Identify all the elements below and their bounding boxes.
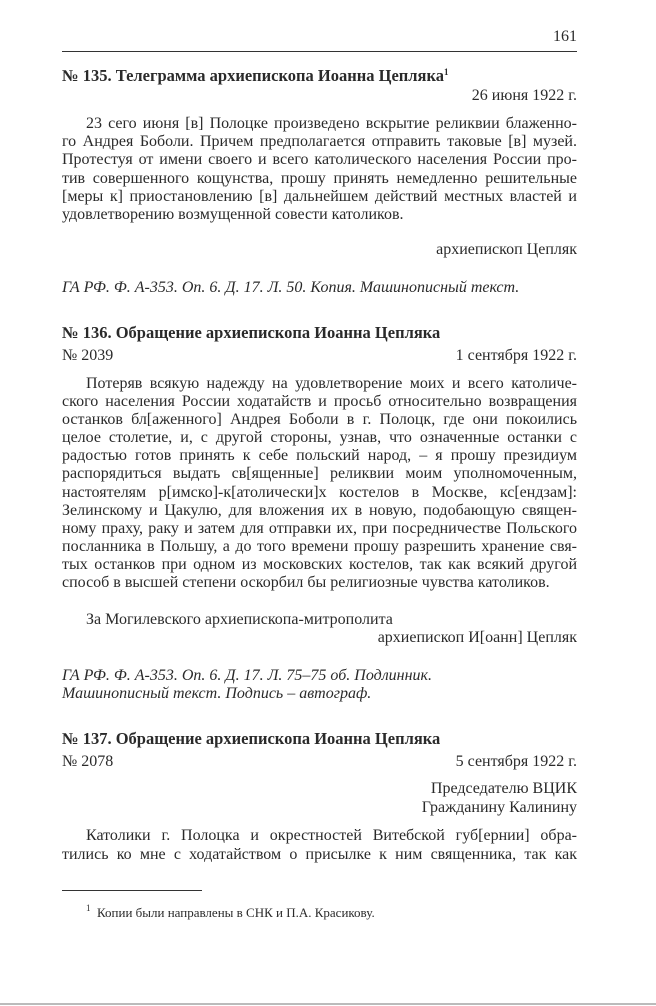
doc136-body-line: ному праху, раку и затем для отправки их, при посредничестве Польского: [62, 520, 577, 537]
doc136-body-line: настоятелям р[имско]-к[атолически]х костелов в Москве, кс[ендзам]:: [62, 484, 577, 501]
doc136-number: № 2039: [62, 347, 114, 364]
doc135-body-line: 23 сего июня [в] Полоцке произведено вскрытие реликвии блаженно-: [86, 115, 577, 132]
doc136-body-line: целое столетие, и, с другой стороны, узнав, что означенные останки с: [62, 429, 577, 446]
doc135-title: [62, 63, 577, 85]
doc135-body-line: Протестуя от имени своего и всего католического населения России про-: [62, 151, 577, 168]
doc136-body-line: радостью готов принять к себе польский народ, – я прошу президиум: [62, 447, 577, 464]
doc137-body-line: Католики г. Полоцка и окрестностей Витебской губ[ернии] обра-: [86, 827, 577, 844]
footnote-ref[interactable]: 1: [444, 67, 449, 77]
doc135-body-line: удовлетворению возмущенной совести католиков.: [62, 206, 404, 223]
doc136-body-line: посланника в Польшу, а до того времени прошу разрешить хранение свя-: [62, 538, 577, 555]
doc137-addressee-line2: Гражданину Калинину: [421, 799, 577, 816]
doc136-body-line: ского населения России ходатайств и просьб относительно возвращения: [62, 393, 577, 410]
doc136-signature-line1: За Могилевского архиепископа-митрополита: [86, 611, 393, 628]
doc135-body-line: го Андрея Боболи. Причем предполагается отправить таковые [в] музей.: [62, 133, 577, 150]
doc135-signature: архиепископ Цепляк: [436, 241, 577, 258]
doc136-body-line: останков бл[аженного] Андрея Боболи в г. Полоцк, где они покоились: [62, 411, 577, 428]
doc135-body-line: [меры к] приостановлению [в] дальнейшем действий местных властей и: [62, 188, 577, 205]
doc137-date: 5 сентября 1922 г.: [455, 753, 577, 770]
doc137-title: № 137. Обращение архиепископа Иоанна Цепляка: [62, 729, 441, 748]
header-rule: [62, 51, 577, 52]
doc136-body-line: способ в высшей степени оскорбил бы религиозные чувства католиков.: [62, 574, 550, 591]
doc135-date: 26 июня 1922 г.: [471, 87, 577, 104]
footnote-rule: [62, 890, 202, 891]
doc137-number: № 2078: [62, 753, 114, 770]
doc137-addressee-line1: Председателю ВЦИК: [430, 780, 577, 797]
doc135-title-text: № 135. Телеграмма архиепископа Иоанна Цепляка: [62, 66, 444, 85]
doc136-date: 1 сентября 1922 г.: [455, 347, 577, 364]
doc136-source-line1: ГА РФ. Ф. А-353. Оп. 6. Д. 17. Л. 75–75 об. Подлинник.: [62, 667, 433, 684]
footnote-marker: 1: [86, 903, 91, 913]
doc136-body-line: распорядиться выдать св[ященные] реликвии моим уполномоченным,: [62, 465, 577, 482]
footnote-text: Копии были направлены в СНК и П.А. Красикову.: [97, 905, 375, 920]
doc136-source-line2: Машинописный текст. Подпись – автограф.: [62, 685, 372, 702]
page-bottom-edge: [0, 1003, 656, 1005]
page-number: 161: [553, 28, 577, 45]
doc135-source: ГА РФ. Ф. А-353. Оп. 6. Д. 17. Л. 50. Копия. Машинописный текст.: [62, 279, 520, 296]
doc136-body-line: Потеряв всякую надежду на удовлетворение моих и всего католиче-: [86, 375, 577, 392]
doc137-body-line: тились ко мне с ходатайством о присылке к ним священника, так как: [62, 846, 577, 863]
doc136-body-line: тых останков при одном из московских костелов, так как всякий другой: [62, 556, 577, 573]
doc136-signature-line2: архиепископ И[оанн] Цепляк: [377, 629, 577, 646]
doc136-body-line: Зелинскому и Цакулю, для вложения их в новую, подобающую священ-: [62, 502, 577, 519]
doc135-body-line: тив совершенного кощунства, прошу принять немедленно решительные: [62, 170, 577, 187]
doc136-title: № 136. Обращение архиепископа Иоанна Цепляка: [62, 323, 441, 342]
footnote: [86, 900, 375, 921]
